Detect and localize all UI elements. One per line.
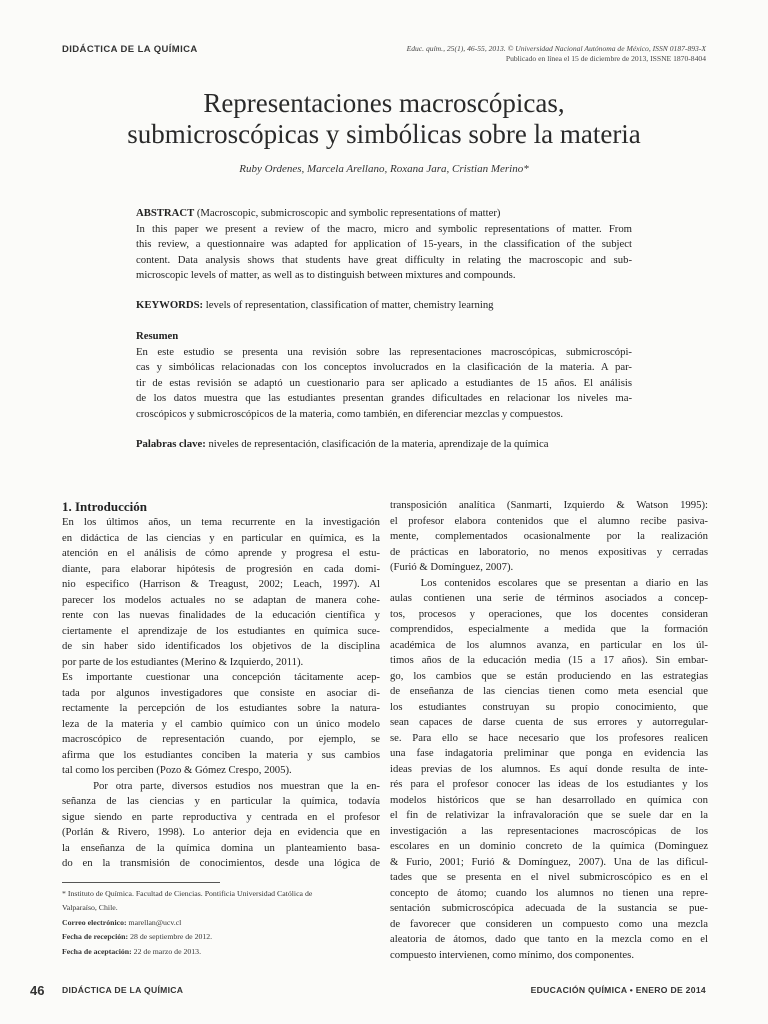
body-text-line: de prácticas en laboratorio, no menos expositivas y cerradas xyxy=(390,545,708,558)
abstract-subtitle: (Macroscopic, submicroscopic and symbolic representations of matter) xyxy=(194,207,501,219)
citation-info xyxy=(286,44,706,64)
footnote-email: Correo electrónico: marellan@ucv.cl xyxy=(62,917,182,927)
body-text-line: & Furio, 2001; Furió & Domínguez, 2007). Una de las dificul- xyxy=(390,855,708,868)
body-text-line: de sin haber sido identificados los objetivos de la disciplina xyxy=(62,640,380,652)
footnote-rule xyxy=(62,882,220,883)
footer-section: DIDÁCTICA DE LA QUÍMICA xyxy=(62,985,184,995)
body-text-line: ideas previas de los alumnos. Es aquí donde resulta de inte- xyxy=(390,762,708,775)
body-text-line: concepto de átomo; cuando los alumnos no tienen una repre- xyxy=(390,886,708,899)
body-text-line: el fin de relativizar la infravaloración que se suele dar en la xyxy=(390,809,708,821)
keywords-label: KEYWORDS: xyxy=(136,299,204,311)
title-line-1: Representaciones macroscópicas, xyxy=(203,88,565,118)
resumen-heading: Resumen xyxy=(136,330,179,342)
footnote-affiliation-1: * Instituto de Química. Facultad de Ciencias. Pontificia Universidad Católica de xyxy=(62,889,313,898)
body-text-line: atención en el análisis de cómo aprende y progresa el estu- xyxy=(62,547,380,559)
resumen-line: En este estudio se presenta una revisión sobre las representaciones macroscópicas, submicroscópi- xyxy=(136,345,632,358)
body-text-line: nio especifico (Harrison & Treagust, 2002; Leach, 1997). Al xyxy=(62,578,380,590)
body-text-line: ciertamente el aprendizaje de los estudiantes en química suce- xyxy=(62,624,380,637)
body-text-line: aulas contienen una serie de términos asociados a concep- xyxy=(390,592,708,604)
running-header-section: DIDÁCTICA DE LA QUÍMICA xyxy=(62,44,198,55)
palabras-clave-text: niveles de representación, clasificación de la materia, aprendizaje de la química xyxy=(205,438,549,450)
body-text-line: Los contenidos escolares que se presentan a diario en las xyxy=(390,576,708,589)
body-text-line: diante, para elaborar hipótesis de progresión en cada domi- xyxy=(62,562,380,575)
body-text-line: modelos históricos que se han desarrollado en química con xyxy=(390,793,708,806)
body-text-line: (Furió & Domínguez, 2007). xyxy=(390,561,514,573)
body-text-line: tades que se presenta en el nivel submicroscópico es en el xyxy=(390,871,708,883)
body-text-line: (Porlán & Rivero, 1998). Lo anterior deja en evidencia que en xyxy=(62,826,380,838)
body-text-line: académica de los alumnos avanza, en particular en los úl- xyxy=(390,638,708,651)
palabras-clave xyxy=(136,437,632,453)
body-text-line: timos años de la educación media (15 a 17 años). Sin embar- xyxy=(390,654,708,666)
body-column-right xyxy=(390,498,708,963)
body-column-left xyxy=(62,499,380,872)
palabras-clave-label: Palabras clave: xyxy=(136,438,206,450)
footnote xyxy=(62,887,380,959)
title-line-2: submicroscópicas y simbólicas sobre la materia xyxy=(127,119,641,149)
body-text-line: sigue siendo en parte reproductiva y centrada en el profesor xyxy=(62,810,380,823)
body-text-line: mente, complementados ocasionalmente por la realización xyxy=(390,530,708,542)
citation-line-1: Educ. quím., 25(1), 46-55, 2013. © Universidad Nacional Autónoma de México, ISSN 0187-893-X xyxy=(406,44,706,53)
footnote-received: Fecha de recepción: 28 de septiembre de 2012. xyxy=(62,932,213,942)
body-text-line: Por otra parte, diversos estudios nos muestran que la en- xyxy=(62,779,380,792)
body-text-line: rés para el profesor conocer las ideas de los estudiantes y los xyxy=(390,778,708,790)
abstract-label: ABSTRACT xyxy=(136,207,195,219)
citation-line-2: Publicado en línea el 15 de diciembre de 2013, ISSNE 1870-8404 xyxy=(505,54,706,63)
footnote-affiliation-2: Valparaíso, Chile. xyxy=(62,903,118,913)
body-text-line: los estudiantes construyan su propio conocimiento, que xyxy=(390,700,708,713)
body-text-line: do en la transmisión de conocimientos, desde una lógica de xyxy=(62,857,380,869)
body-text-line: se. Para ello se hace necesario que los profesores realicen xyxy=(390,731,708,744)
section-heading: 1. Introducción xyxy=(62,499,147,514)
keywords xyxy=(136,298,632,314)
body-text-line: sean capaces de darse cuenta de sus errores y autorregular- xyxy=(390,716,708,728)
body-text-line: por parte de los estudiantes (Merino & Izquierdo, 2011). xyxy=(62,655,304,668)
body-text-line: tada por algunos investigadores que consiste en asociar di- xyxy=(62,686,380,699)
body-text-line: la enseñanza de la química domina un planteamiento basa- xyxy=(62,841,380,854)
resumen xyxy=(136,329,632,423)
body-text-line: leza de la materia y el cambio químico con un único modelo xyxy=(62,717,380,730)
abstract-line: In this paper we present a review of the macro, micro and symbolic representations of matter. From xyxy=(136,222,632,235)
body-text-line: investigación a las representaciones macroscópicas de los xyxy=(390,824,708,837)
body-text-line: afirma que los estudiantes conciben la materia y sus cambios xyxy=(62,748,380,761)
body-text-line: tal como los perciben (Pozo & Gómez Crespo, 2005). xyxy=(62,764,292,776)
body-text-line: sentación submicroscópica adecuada de la sustancia se pue- xyxy=(390,902,708,914)
body-text-line: comprendidos, especialmente a medida que la formación xyxy=(390,623,708,635)
abstract-line: content. Data analysis shows that students have great difficulty in relating the macroscopic and sub- xyxy=(136,253,632,266)
footer-journal-date: EDUCACIÓN QUÍMICA • ENERO DE 2014 xyxy=(530,985,706,995)
abstract-line: microscopic levels of matter, as well as to distinguish between mixtures and compounds. xyxy=(136,269,516,282)
body-text-line: tos, procesos y operaciones, que los docentes consideran xyxy=(390,607,708,620)
page-number: 46 xyxy=(30,983,45,998)
body-text-line: en didáctica de las ciencias y en particular en química, es la xyxy=(62,531,380,544)
body-text-line: de enseñanza de las ciencias tienen como meta esencial que xyxy=(390,685,708,697)
abstract-heading xyxy=(136,206,632,222)
body-text-line: señanza de las ciencias y en particular la química, todavía xyxy=(62,795,380,807)
body-text-line: transposición analítica (Sanmarti, Izquierdo & Watson 1995): xyxy=(390,499,708,511)
resumen-line: cas y simbólicas relacionadas con los conceptos involucrados en la clasificación de la materia. A par- xyxy=(136,361,632,374)
body-text-line: Es importante cuestionar una concepción tácitamente acep- xyxy=(62,671,380,683)
article-title xyxy=(62,88,706,150)
body-text-line: go, los cambios que se están produciendo en las estrategias xyxy=(390,669,708,682)
body-text-line: rectamente la percepción de los estudiantes sobre la natura- xyxy=(62,702,380,714)
resumen-line: tir de estas revisión se adaptó un cuestionario para ser aplicado a estudiantes de 15 años. El análisis xyxy=(136,376,632,389)
resumen-line: croscópicos y submicroscópicos de la materia, como también, en diferenciar mezclas y compuestos. xyxy=(136,407,564,420)
body-text-line: una fase indagatoria preliminar que ponga en evidencia las xyxy=(390,747,708,759)
body-text-line: compuesto intervienen, como mínimo, dos componentes. xyxy=(390,948,634,961)
body-text-line: parecer los modelos actuales no se adaptan de manera cohe- xyxy=(62,593,380,606)
body-text-line: escolares en un dominio concreto de la química (Dominguez xyxy=(390,840,708,852)
abstract xyxy=(136,206,632,284)
footnote-accepted: Fecha de aceptación: 22 de marzo de 2013. xyxy=(62,946,202,956)
body-text-line: macroscópico de representación cuando, por ejemplo, se xyxy=(62,733,380,745)
body-text-line: aleatoria de átomos, dado que tanto en la mezcla como en el xyxy=(390,933,708,945)
body-text-line: de favorecer que consideren un compuesto como una mezcla xyxy=(390,917,708,930)
abstract-line: this review, a questionnaire was adapted for application of 15-years, in the classification of the subject xyxy=(136,238,632,251)
body-text-line: el profesor elabora contenidos que el alumno recibe pasiva- xyxy=(390,514,708,527)
body-text-line: rente con las nuevas finalidades de la educación científica y xyxy=(62,609,380,621)
resumen-line: de los datos muestra que las estudiantes presentan grandes dificultades en relacionar los niveles ma- xyxy=(136,392,632,405)
keywords-text: levels of representation, classification of matter, chemistry learning xyxy=(203,299,494,311)
authors: Ruby Ordenes, Marcela Arellano, Roxana Jara, Cristian Merino* xyxy=(239,163,529,175)
body-text-line: En los últimos años, un tema recurrente en la investigación xyxy=(62,516,380,528)
